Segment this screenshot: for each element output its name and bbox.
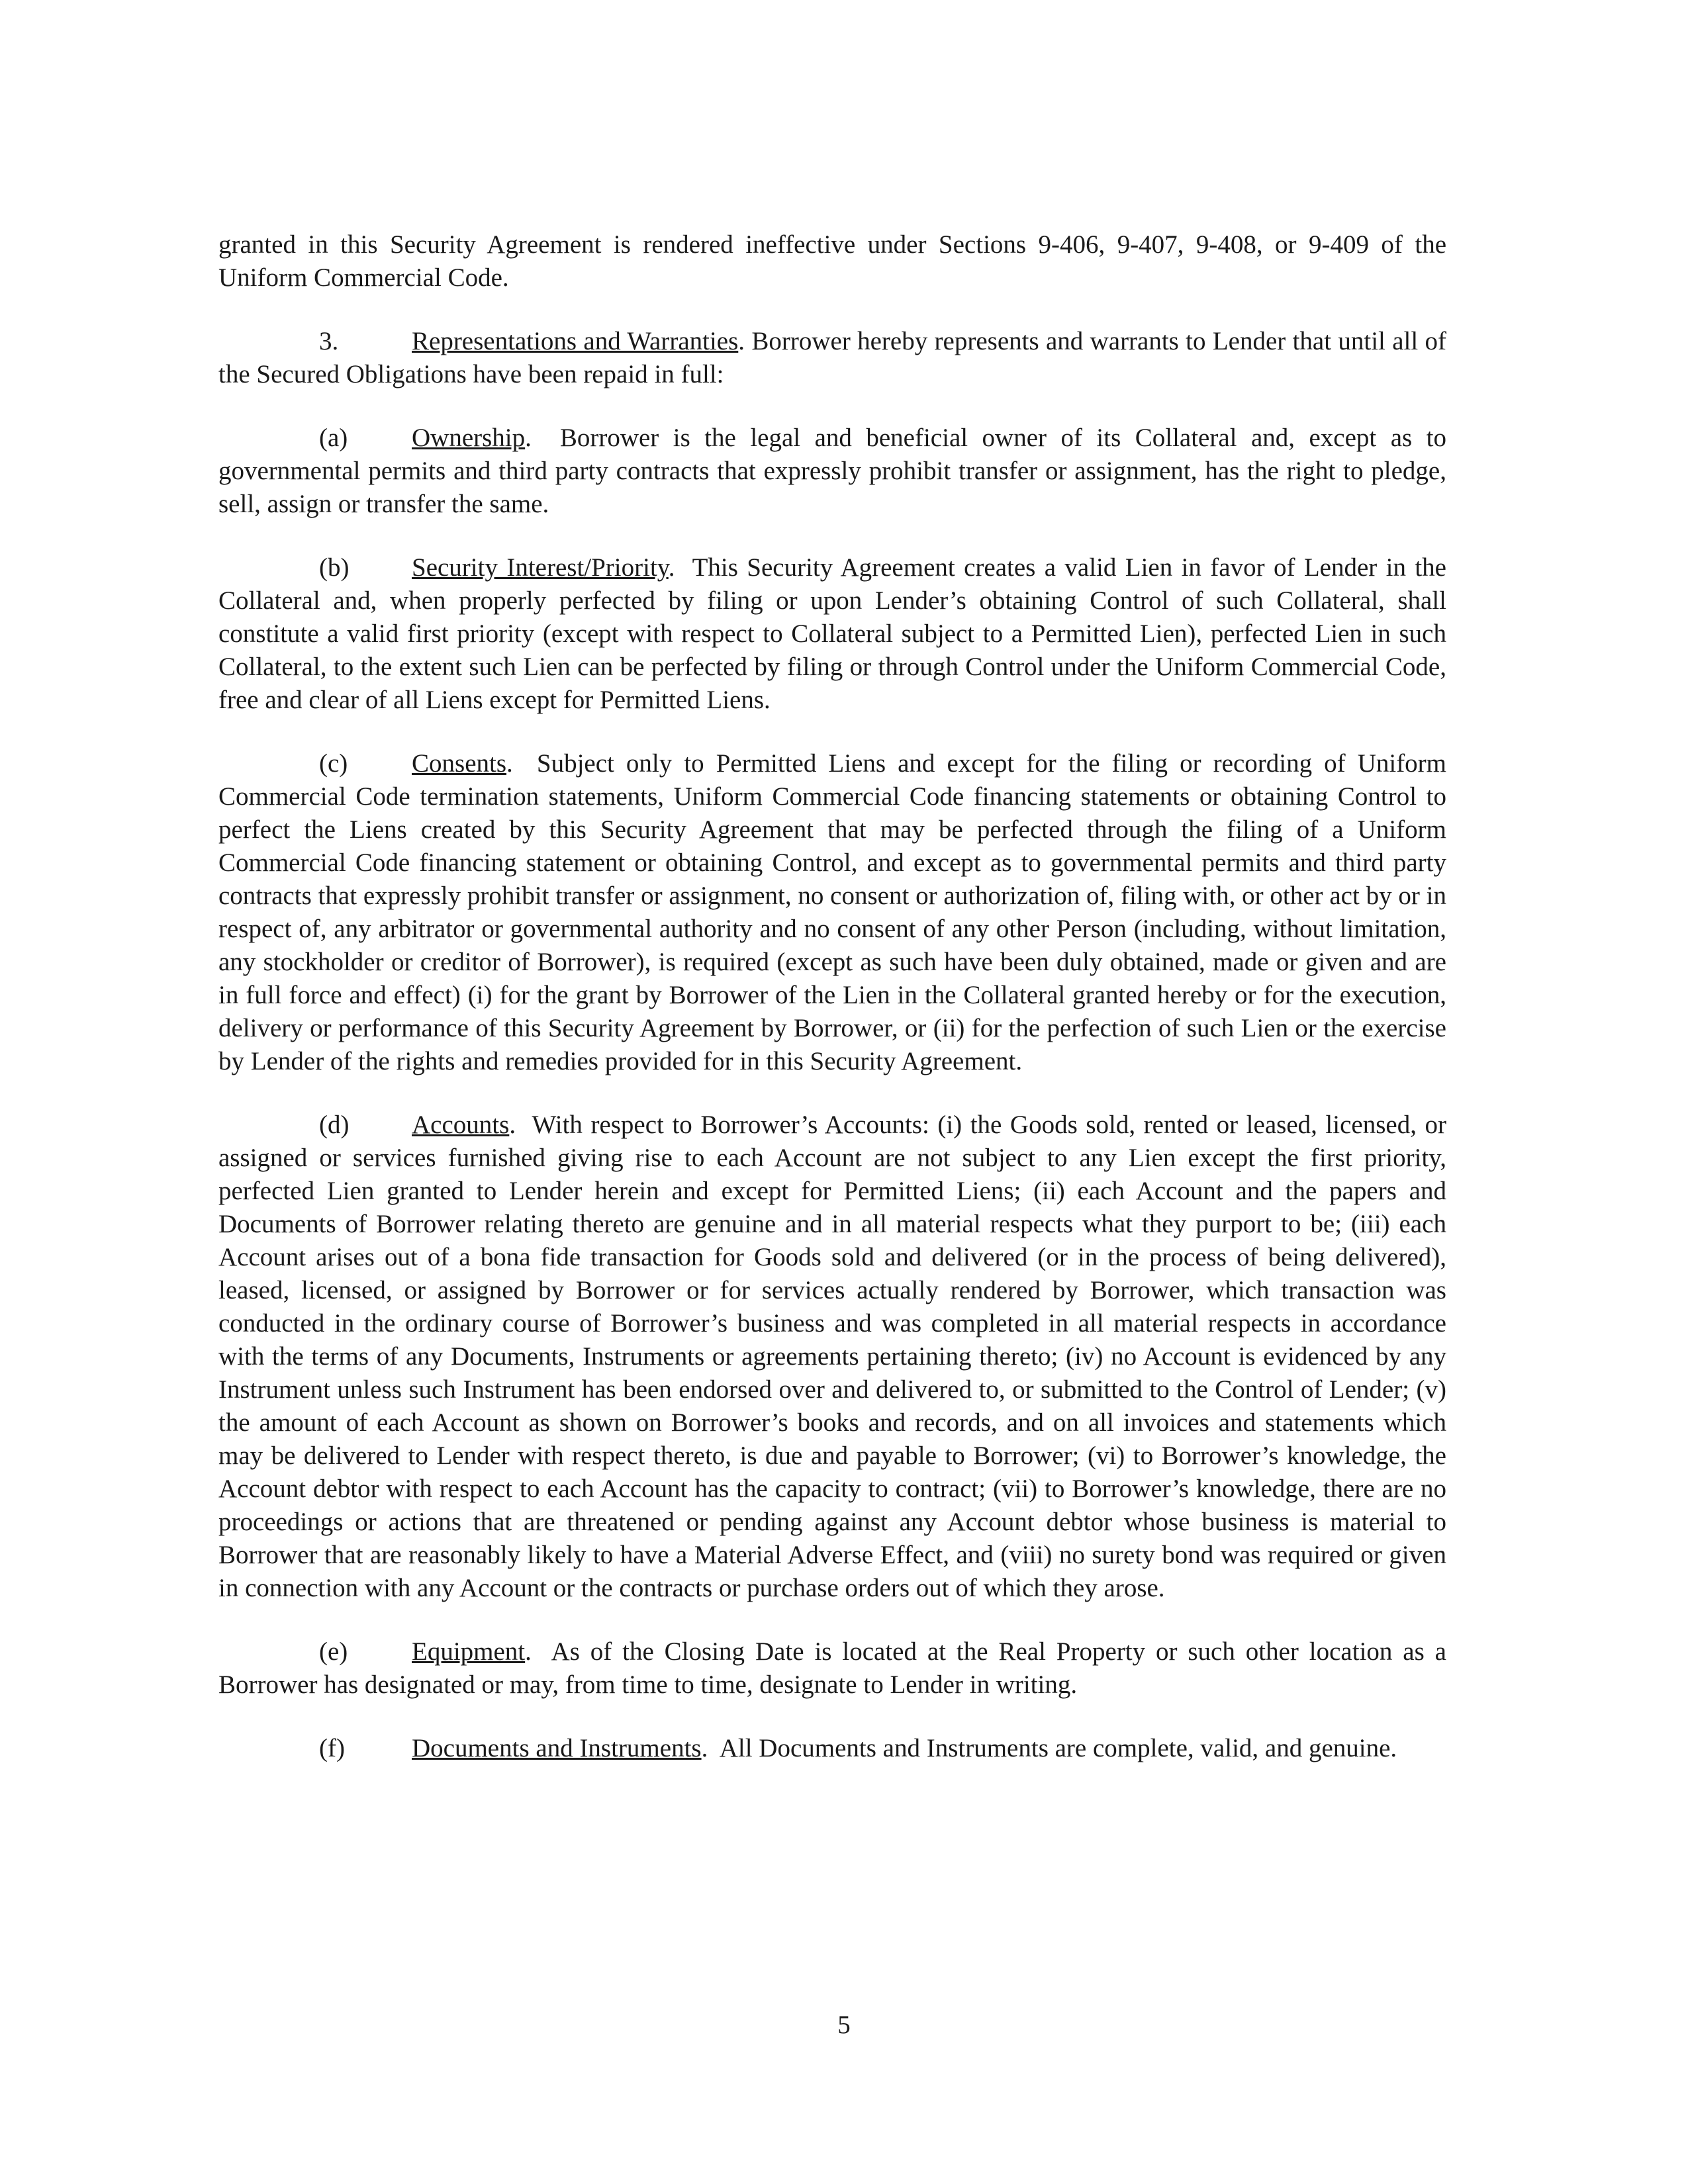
item-heading: Accounts: [412, 1111, 510, 1139]
item-heading: Security Interest/Priority: [412, 553, 669, 582]
paragraph-gap: [218, 1702, 1446, 1732]
item-label: (b): [319, 553, 350, 582]
item-label: (c): [319, 749, 348, 778]
item-d-paragraph: (d) Accounts. With respect to Borrower’s Accounts: (i) the Goods sold, rented or leased, licensed, or assigned or services furnished giving rise to each Account are not subject to any Lien except the first priority, perfected Lien granted to Lender herein and except for Permitted Liens; (ii) each Account and the papers and Documents of Borrower relating thereto are genuine and in all material respects what they purport to be; (iii) each Account arises out of a bona fide transaction for Goods sold and delivered (or in the process of being delivered), leased, licensed, or assigned by Borrower or for services actually rendered by Borrower, which transaction was conducted in the ordinary course of Borrower’s business and was completed in all material respects in accordance with the terms of any Documents, Instruments or agreements pertaining thereto; (iv) no Account is evidenced by any Instrument unless such Instrument has been endorsed over and delivered to, or submitted to the Control of Lender; (v) the amount of each Account as shown on Borrower’s books and records, and on all invoices and statements which may be delivered to Lender with respect thereto, is due and payable to Borrower; (vi) to Borrower’s knowledge, the Account debtor with respect to each Account has the capacity to contract; (vii) to Borrower’s knowledge, there are no proceedings or actions that are threatened or pending against any Account debtor whose business is material to Borrower that are reasonably likely to have a Material Adverse Effect, and (viii) no surety bond was required or given in connection with any Account or the contracts or purchase orders out of which they arose.: [218, 1109, 1446, 1605]
section-number: 3.: [319, 327, 339, 355]
item-label: (e): [319, 1637, 348, 1666]
item-b-paragraph: (b) Security Interest/Priority. This Security Agreement creates a valid Lien in favor of Lender in the Collateral and, when properly perfected by filing or upon Lender’s obtaining Control of such Collateral, shall constitute a valid first priority (except with respect to Collateral subject to a Permitted Lien), perfected Lien in such Collateral, to the extent such Lien can be perfected by filing or through Control under the Uniform Commercial Code, free and clear of all Liens except for Permitted Liens.: [218, 551, 1446, 717]
item-label: (d): [319, 1111, 350, 1139]
item-text: Subject only to Permitted Liens and except for the filing or recording of Uniform Commercial Code termination statements, Uniform Commercial Code financing statements or obtaining Control to perfect the Liens created by this Security Agreement that may be perfected through the filing of a Uniform Commercial Code financing statement or obtaining Control, and except as to governmental permits and third party contracts that expressly prohibit transfer or assignment, no consent or authorization of, filing with, or other act by or in respect of, any arbitrator or governmental authority and no consent of any other Person (including, without limitation, any stockholder or creditor of Borrower), is required (except as such have been duly obtained, made or given and are in full force and effect) (i) for the grant by Borrower of the Lien in the Collateral granted hereby or for the execution, delivery or performance of this Security Agreement by Borrower, or (ii) for the perfection of such Lien or the exercise by Lender of the rights and remedies provided for in this Security Agreement.: [218, 749, 1447, 1075]
item-label: (a): [319, 424, 348, 452]
continuation-paragraph: [218, 228, 1446, 295]
item-heading: Consents: [412, 749, 507, 778]
item-a-paragraph: (a) Ownership. Borrower is the legal and beneficial owner of its Collateral and, except as to governmental permits and third party contracts that expressly prohibit transfer or assignment, has the right to pledge, sell, assign or transfer the same.: [218, 422, 1446, 521]
paragraph-gap: [218, 521, 1446, 551]
item-text: With respect to Borrower’s Accounts: (i) the Goods sold, rented or leased, licensed, or assigned or services furnished giving rise to each Account are not subject to any Lien except the first priority, perfected Lien granted to Lender herein and except for Permitted Liens; (ii) each Account and the papers and Documents of Borrower relating thereto are genuine and in all material respects what they purport to be; (iii) each Account arises out of a bona fide transaction for Goods sold and delivered (or in the process of being delivered), leased, licensed, or assigned by Borrower or for services actually rendered by Borrower, which transaction was conducted in the ordinary course of Borrower’s business and was completed in all material respects in accordance with the terms of any Documents, Instruments or agreements pertaining thereto; (iv) no Account is evidenced by any Instrument unless such Instrument has been endorsed over and delivered to, or submitted to the Control of Lender; (v) the amount of each Account as shown on Borrower’s books and records, and on all invoices and statements which may be delivered to Lender with respect thereto, is due and payable to Borrower; (vi) to Borrower’s knowledge, the Account debtor with respect to each Account has the capacity to contract; (vii) to Borrower’s knowledge, there are no proceedings or actions that are threatened or pending against any Account debtor whose business is material to Borrower that are reasonably likely to have a Material Adverse Effect, and (viii) no surety bond was required or given in connection with any Account or the contracts or purchase orders out of which they arose.: [218, 1111, 1447, 1602]
paragraph-gap: [218, 717, 1446, 747]
page-number: 5: [837, 2011, 851, 2039]
item-text: This Security Agreement creates a valid Lien in favor of Lender in the Collateral and, when properly perfected by filing or upon Lender’s obtaining Control of such Collateral, shall constitute a valid first priority (except with respect to Collateral subject to a Permitted Lien), perfected Lien in such Collateral, to the extent such Lien can be perfected by filing or through Control under the Uniform Commercial Code, free and clear of all Liens except for Permitted Liens.: [218, 553, 1446, 714]
section-heading: Representations and Warranties: [412, 327, 739, 355]
document-body: [218, 228, 1446, 1765]
continuation-text: granted in this Security Agreement is rendered ineffective under Sections 9-406, 9-407, 9-408, or 9-409 of the Uniform Commercial Code.: [218, 230, 1446, 292]
item-e-paragraph: (e) Equipment. As of the Closing Date is located at the Real Property or such other location as a Borrower has designated or may, from time to time, designate to Lender in writing.: [218, 1635, 1446, 1702]
item-heading: Ownership: [412, 424, 526, 452]
section-text: Borrower hereby represents and warrants to Lender that until all of the Secured Obligations have been repaid in full:: [218, 327, 1446, 388]
paragraph-gap: [218, 1078, 1446, 1109]
paragraph-gap: [218, 391, 1446, 422]
item-heading: Equipment: [412, 1637, 526, 1666]
item-text: Borrower is the legal and beneficial owner of its Collateral and, except as to governmental permits and third party contracts that expressly prohibit transfer or assignment, has the right to pledge, sell, assign or transfer the same.: [218, 424, 1447, 518]
item-text: As of the Closing Date is located at the Real Property or such other location as a Borrower has designated or may, from time to time, designate to Lender in writing.: [218, 1637, 1446, 1699]
item-f-paragraph: (f) Documents and Instruments. All Documents and Instruments are complete, valid, and genuine.: [218, 1732, 1446, 1765]
section-3-paragraph: 3. Representations and Warranties. Borrower hereby represents and warrants to Lender that until all of the Secured Obligations have been repaid in full:: [218, 325, 1446, 391]
item-text: All Documents and Instruments are complete, valid, and genuine.: [719, 1734, 1397, 1762]
paragraph-gap: [218, 295, 1446, 325]
item-heading: Documents and Instruments: [412, 1734, 702, 1762]
paragraph-gap: [218, 1605, 1446, 1635]
item-c-paragraph: (c) Consents. Subject only to Permitted Liens and except for the filing or recording of Uniform Commercial Code termination statements, Uniform Commercial Code financing statements or obtaining Control to perfect the Liens created by this Security Agreement that may be perfected through the filing of a Uniform Commercial Code financing statement or obtaining Control, and except as to governmental permits and third party contracts that expressly prohibit transfer or assignment, no consent or authorization of, filing with, or other act by or in respect of, any arbitrator or governmental authority and no consent of any other Person (including, without limitation, any stockholder or creditor of Borrower), is required (except as such have been duly obtained, made or given and are in full force and effect) (i) for the grant by Borrower of the Lien in the Collateral granted hereby or for the execution, delivery or performance of this Security Agreement by Borrower, or (ii) for the perfection of such Lien or the exercise by Lender of the rights and remedies provided for in this Security Agreement.: [218, 747, 1446, 1078]
item-label: (f): [319, 1734, 345, 1762]
